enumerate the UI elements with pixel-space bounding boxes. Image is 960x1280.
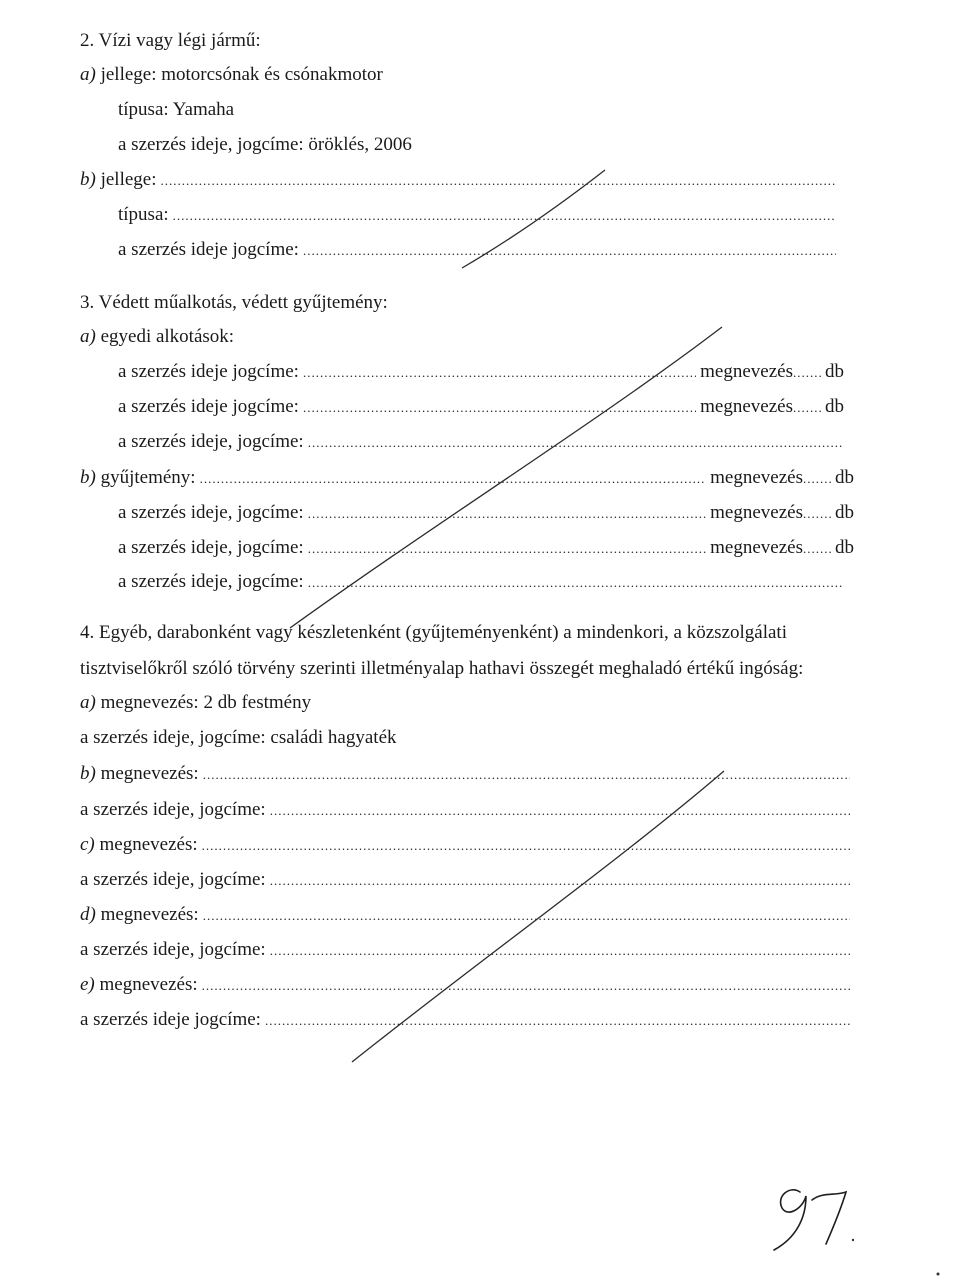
section3-heading: 3. Védett műalkotás, védett gyűjtemény: — [80, 292, 388, 313]
section3-b-row-3: a szerzés ideje, jogcíme: ..... — [118, 567, 842, 597]
section2-a-acquisition: a szerzés ideje, jogcíme: öröklés, 2006 — [118, 134, 412, 155]
section4-b-name: b) megnevezés: ..... — [80, 759, 850, 789]
section4-d-name: d) megnevezés: ..... — [80, 900, 850, 930]
section4-intro-line-1: 4. Egyéb, darabonként vagy készletenként (gyűjteményenként) a mindenkori, a közszolgálati — [80, 622, 787, 643]
section4-c-name: c) megnevezés: ..... — [80, 830, 850, 860]
section3-b-row-1: a szerzés ideje, jogcíme: ..... megnevezés ..... db — [118, 498, 854, 528]
section2-a-type: a) jellege: motorcsónak és csónakmotor — [80, 64, 383, 85]
ink-speck — [937, 1273, 940, 1276]
section3-b-row-2: a szerzés ideje, jogcíme: ..... megnevezés ..... db — [118, 533, 854, 563]
strike-line-section2 — [462, 170, 605, 268]
section2-a-model: típusa: Yamaha — [118, 99, 235, 120]
ink-speck — [852, 1239, 854, 1241]
section4-e-acquisition: a szerzés ideje jogcíme: ..... — [80, 1005, 850, 1035]
section2-heading: 2. Vízi vagy légi jármű: — [80, 30, 261, 51]
section3-a-row-3: a szerzés ideje, jogcíme: ..... — [118, 427, 844, 457]
section3-a-row-1: a szerzés ideje jogcíme: ..... megnevezés ..... db — [118, 357, 844, 387]
section4-b-acquisition: a szerzés ideje, jogcíme: ..... — [80, 795, 850, 825]
section4-c-acquisition: a szerzés ideje, jogcíme: ..... — [80, 865, 850, 895]
strike-line-section3 — [290, 327, 722, 628]
section2-b-model: típusa: ..... — [118, 200, 836, 230]
section4-intro-line-2: tisztviselőkről szóló törvény szerinti illetményalap hathavi összegét meghaladó értékű ingóság: — [80, 658, 804, 679]
section4-e-name: e) megnevezés: ..... — [80, 970, 850, 1000]
signature-mark — [774, 1190, 846, 1250]
section3-b-label: b) gyűjtemény: ..... megnevezés ..... db — [80, 463, 854, 493]
section3-a-row-2: a szerzés ideje jogcíme: ..... megnevezés ..... db — [118, 392, 844, 422]
section4-a-acquisition: a szerzés ideje, jogcíme: családi hagyaték — [80, 727, 397, 748]
section4-d-acquisition: a szerzés ideje, jogcíme: ..... — [80, 935, 850, 965]
section2-b-acquisition: a szerzés ideje jogcíme: ..... — [118, 235, 836, 265]
section3-a-label: a) egyedi alkotások: — [80, 326, 235, 347]
section4-a-name: a) megnevezés: 2 db festmény — [80, 692, 312, 713]
strike-line-section4 — [352, 771, 724, 1062]
section2-b-type: b) jellege: ..... — [80, 165, 836, 195]
